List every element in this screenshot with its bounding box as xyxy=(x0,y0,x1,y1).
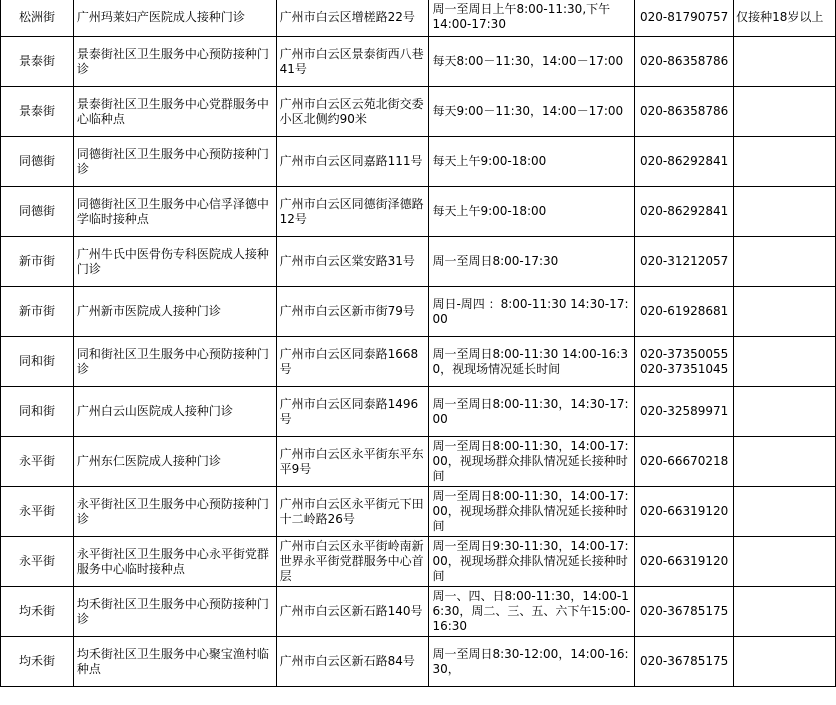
street-cell: 同和街 xyxy=(1,387,74,437)
address-cell: 广州市白云区同德街泽德路12号 xyxy=(276,187,429,237)
street-cell: 新市街 xyxy=(1,237,74,287)
note-cell xyxy=(734,437,836,487)
hours-cell: 周一至周日8:30-12:00，14:00-16:30， xyxy=(429,637,635,687)
address-cell: 广州市白云区永平街岭南新世界永平街党群服务中心首层 xyxy=(276,537,429,587)
site-cell: 广州玛莱妇产医院成人接种门诊 xyxy=(73,0,276,37)
hours-cell: 周一至周日8:00-11:30，14:30-17:00 xyxy=(429,387,635,437)
table-row xyxy=(1,137,836,187)
note-cell xyxy=(734,237,836,287)
note-cell xyxy=(734,587,836,637)
note-cell: 仅接种18岁以上 xyxy=(734,0,836,37)
phone-cell: 020-31212057 xyxy=(635,237,734,287)
site-cell: 永平街社区卫生服务中心永平街党群服务中心临时接种点 xyxy=(73,537,276,587)
table-row xyxy=(1,587,836,637)
phone-cell: 020-81790757 xyxy=(635,0,734,37)
street-cell: 松洲街 xyxy=(1,0,74,37)
street-cell: 景泰街 xyxy=(1,87,74,137)
phone-cell: 020-86358786 xyxy=(635,37,734,87)
street-cell: 景泰街 xyxy=(1,37,74,87)
phone-cell: 020-86292841 xyxy=(635,137,734,187)
address-cell: 广州市白云区新石路140号 xyxy=(276,587,429,637)
street-cell: 新市街 xyxy=(1,287,74,337)
note-cell xyxy=(734,637,836,687)
address-cell: 广州市白云区同嘉路111号 xyxy=(276,137,429,187)
phone-cell: 020-86358786 xyxy=(635,87,734,137)
table-row xyxy=(1,287,836,337)
street-cell: 同德街 xyxy=(1,137,74,187)
phone-cell: 020-86292841 xyxy=(635,187,734,237)
hours-cell: 每天上午9:00-18:00 xyxy=(429,137,635,187)
table-row xyxy=(1,337,836,387)
address-cell: 广州市白云区新石路84号 xyxy=(276,637,429,687)
note-cell xyxy=(734,287,836,337)
phone-cell: 020-32589971 xyxy=(635,387,734,437)
phone-cell: 020-61928681 xyxy=(635,287,734,337)
street-cell: 均禾街 xyxy=(1,637,74,687)
street-cell: 同和街 xyxy=(1,337,74,387)
address-cell: 广州市白云区增槎路22号 xyxy=(276,0,429,37)
street-cell: 永平街 xyxy=(1,487,74,537)
hours-cell: 周一至周日8:00-11:30 14:00-16:30，视现场情况延长时间 xyxy=(429,337,635,387)
note-cell xyxy=(734,537,836,587)
site-cell: 广州东仁医院成人接种门诊 xyxy=(73,437,276,487)
hours-cell: 每天上午9:00-18:00 xyxy=(429,187,635,237)
hours-cell: 每天9:00－11:30，14:00－17:00 xyxy=(429,87,635,137)
table-row xyxy=(1,387,836,437)
note-cell xyxy=(734,337,836,387)
site-cell: 同德街社区卫生服务中心信孚泽德中学临时接种点 xyxy=(73,187,276,237)
hours-cell: 周一至周日8:00-11:30，14:00-17:00，视现场群众排队情况延长接种时间 xyxy=(429,437,635,487)
table-row xyxy=(1,87,836,137)
hours-cell: 周一、四、日8:00-11:30，14:00-16:30，周二、三、五、六下午15:00-16:30 xyxy=(429,587,635,637)
street-cell: 均禾街 xyxy=(1,587,74,637)
address-cell: 广州市白云区棠安路31号 xyxy=(276,237,429,287)
table-row xyxy=(1,437,836,487)
site-cell: 同德街社区卫生服务中心预防接种门诊 xyxy=(73,137,276,187)
note-cell xyxy=(734,487,836,537)
note-cell xyxy=(734,87,836,137)
address-cell: 广州市白云区新市街79号 xyxy=(276,287,429,337)
phone-cell: 020-66319120 xyxy=(635,537,734,587)
hours-cell: 周日-周四 ：8:00-11:30 14:30-17:00 xyxy=(429,287,635,337)
table-row xyxy=(1,0,836,37)
site-cell: 广州牛氏中医骨伤专科医院成人接种门诊 xyxy=(73,237,276,287)
address-cell: 广州市白云区永平街东平东平9号 xyxy=(276,437,429,487)
street-cell: 永平街 xyxy=(1,437,74,487)
table-body xyxy=(1,0,836,687)
table-row xyxy=(1,487,836,537)
table-row xyxy=(1,187,836,237)
address-cell: 广州市白云区云苑北街交委小区北侧约90米 xyxy=(276,87,429,137)
street-cell: 同德街 xyxy=(1,187,74,237)
hours-cell: 周一至周日上午8:00-11:30,下午 14:00-17:30 xyxy=(429,0,635,37)
phone-cell: 020-66670218 xyxy=(635,437,734,487)
hours-cell: 周一至周日8:00-17:30 xyxy=(429,237,635,287)
site-cell: 均禾街社区卫生服务中心预防接种门诊 xyxy=(73,587,276,637)
site-cell: 永平街社区卫生服务中心预防接种门诊 xyxy=(73,487,276,537)
phone-cell: 020-36785175 xyxy=(635,637,734,687)
address-cell: 广州市白云区同泰路1668号 xyxy=(276,337,429,387)
note-cell xyxy=(734,387,836,437)
note-cell xyxy=(734,137,836,187)
address-cell: 广州市白云区永平街元下田十二岭路26号 xyxy=(276,487,429,537)
site-cell: 均禾街社区卫生服务中心聚宝渔村临种点 xyxy=(73,637,276,687)
hours-cell: 周一至周日8:00-11:30，14:00-17:00，视现场群众排队情况延长接种时间 xyxy=(429,487,635,537)
site-cell: 同和街社区卫生服务中心预防接种门诊 xyxy=(73,337,276,387)
site-cell: 景泰街社区卫生服务中心党群服务中心临种点 xyxy=(73,87,276,137)
phone-cell: 020-66319120 xyxy=(635,487,734,537)
phone-cell: 020-37350055 020-37351045 xyxy=(635,337,734,387)
note-cell xyxy=(734,37,836,87)
site-cell: 广州新市医院成人接种门诊 xyxy=(73,287,276,337)
hours-cell: 周一至周日9:30-11:30，14:00-17:00，视现场群众排队情况延长接种时间 xyxy=(429,537,635,587)
phone-cell: 020-36785175 xyxy=(635,587,734,637)
address-cell: 广州市白云区同泰路1496号 xyxy=(276,387,429,437)
site-cell: 景泰街社区卫生服务中心预防接种门诊 xyxy=(73,37,276,87)
table-row xyxy=(1,237,836,287)
street-cell: 永平街 xyxy=(1,537,74,587)
table-row xyxy=(1,637,836,687)
address-cell: 广州市白云区景泰街西八巷41号 xyxy=(276,37,429,87)
site-cell: 广州白云山医院成人接种门诊 xyxy=(73,387,276,437)
table-row xyxy=(1,537,836,587)
table-row xyxy=(1,37,836,87)
hours-cell: 每天8:00－11:30，14:00－17:00 xyxy=(429,37,635,87)
note-cell xyxy=(734,187,836,237)
